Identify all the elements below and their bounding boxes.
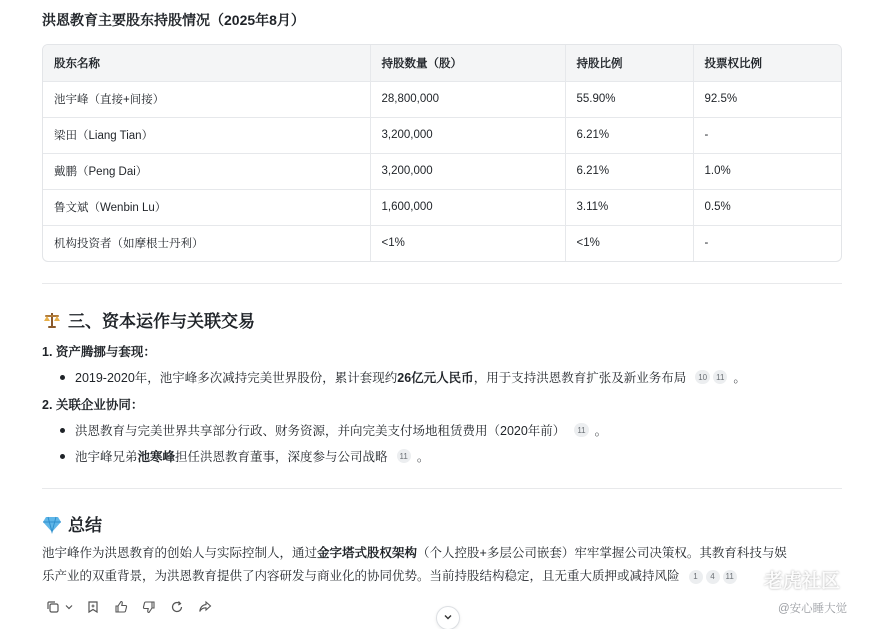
cell-name: 鲁文斌（Wenbin Lu） [43, 189, 370, 225]
thumbs-up-icon[interactable] [112, 598, 130, 616]
shareholder-table [42, 44, 842, 262]
subheading: 2. 关联企业协同： [42, 398, 144, 412]
section-heading-text: 三、资本运作与关联交易 [68, 312, 255, 331]
tiger-logo-icon [740, 567, 760, 593]
list-text: 担任洪恩教育董事，深度参与公司战略 [175, 450, 388, 464]
cell-vote: - [704, 237, 709, 250]
citation-badge[interactable]: 11 [397, 449, 411, 463]
message-actions [44, 598, 214, 616]
scroll-down-icon [443, 611, 453, 625]
summary-text: （个人控股+多层公司嵌套）牢牢掌握公司决策权。其教育科技与娱 [417, 546, 787, 560]
balance-scale-icon [42, 310, 62, 330]
watermark-brand: 老虎社区 [764, 571, 841, 592]
cell-name: 戴鹏（Peng Dai） [43, 153, 370, 189]
list-text: 池宇峰兄弟 [75, 450, 138, 464]
cell-shares: 1,600,000 [370, 189, 565, 225]
cell-ratio: 6.21% [565, 117, 693, 153]
cell-vote: 1.0% [693, 153, 842, 189]
list-text: 洪恩教育与完美世界共享部分行政、财务资源，并向完美支付场地租赁费用（2020年前） [75, 424, 566, 438]
watermark-logo [740, 566, 840, 593]
cell-ratio: <1% [565, 225, 693, 261]
cell-ratio: 55.90% [565, 81, 693, 117]
cell-name: 梁田（Liang Tian） [43, 117, 370, 153]
citation-badge[interactable]: 11 [713, 370, 727, 384]
list-text: 。 [733, 371, 746, 385]
bookmark-icon[interactable] [84, 598, 102, 616]
table-header-row [43, 45, 842, 81]
cell-ratio: 6.21% [565, 153, 693, 189]
list-text: ，用于支持洪恩教育扩张及新业务布局 [473, 371, 687, 385]
summary-heading-text: 总结 [68, 516, 102, 535]
table-row [43, 153, 842, 189]
summary-line [42, 565, 842, 588]
column-header: 持股数量（股） [370, 45, 565, 81]
cell-vote: 0.5% [693, 189, 842, 225]
cell-name: 机构投资者（如摩根士丹利） [43, 225, 370, 261]
chevron-down-icon[interactable] [64, 598, 74, 616]
list-bold: 池寒峰 [137, 450, 176, 464]
citation-badge[interactable]: 11 [574, 423, 588, 437]
bullet-dot [60, 454, 65, 459]
thumbs-down-icon[interactable] [140, 598, 158, 616]
list-text: 。 [594, 424, 608, 438]
summary-heading [42, 511, 102, 536]
cell-vote: 92.5% [693, 81, 842, 117]
section-heading [42, 307, 255, 332]
table-row [43, 225, 842, 261]
summary-bold: 金字塔式股权架构 [317, 546, 418, 560]
share-icon[interactable] [196, 598, 214, 616]
cell-vote: - [693, 117, 842, 153]
table-row [43, 189, 842, 225]
copy-icon[interactable] [44, 598, 62, 616]
answer-content [42, 0, 842, 629]
list-item [60, 368, 746, 386]
list-text: 2019-2020年，池宇峰多次减持完美世界股份，累计套现约 [75, 371, 398, 385]
list-item [60, 447, 429, 465]
divider [42, 283, 842, 284]
column-header: 投票权比例 [693, 45, 842, 81]
table-title: 洪恩教育主要股东持股情况（2025年8月） [42, 12, 305, 28]
refresh-icon[interactable] [168, 598, 186, 616]
summary-text: 池宇峰作为洪恩教育的创始人与实际控制人，通过 [42, 546, 318, 560]
citation-badge[interactable]: 11 [723, 570, 737, 584]
cell-shares: 3,200,000 [370, 117, 565, 153]
citation-badge[interactable]: 10 [695, 370, 710, 384]
summary-text: 乐产业的双重背景，为洪恩教育提供了内容研发与商业化的协同优势。当前持股结构稳定，且无重大质押或减持风险 [42, 569, 680, 583]
citation-badge[interactable]: 1 [689, 570, 703, 584]
cell-shares: <1% [370, 225, 565, 261]
cell-name: 池宇峰（直接+间接） [43, 81, 370, 117]
subheading: 1. 资产腾挪与套现： [42, 345, 156, 359]
table-row [43, 81, 842, 117]
citation-badge[interactable]: 4 [706, 570, 720, 584]
summary-paragraph [42, 542, 842, 588]
divider [42, 488, 842, 489]
bullet-dot [60, 375, 65, 380]
list-item [60, 421, 607, 439]
column-header: 持股比例 [565, 45, 693, 81]
scroll-down-button[interactable] [436, 606, 460, 629]
cell-ratio: 3.11% [565, 189, 693, 225]
list-bold: 26亿元人民币 [397, 371, 474, 385]
list-text: 。 [416, 450, 430, 464]
table-row [43, 117, 842, 153]
gem-icon [42, 514, 62, 534]
cell-shares: 3,200,000 [370, 153, 565, 189]
cell-shares: 28,800,000 [370, 81, 565, 117]
summary-line [42, 542, 842, 565]
watermark-user: @安心睡大觉 [778, 603, 848, 615]
bullet-dot [60, 428, 65, 433]
column-header: 股东名称 [43, 45, 370, 81]
